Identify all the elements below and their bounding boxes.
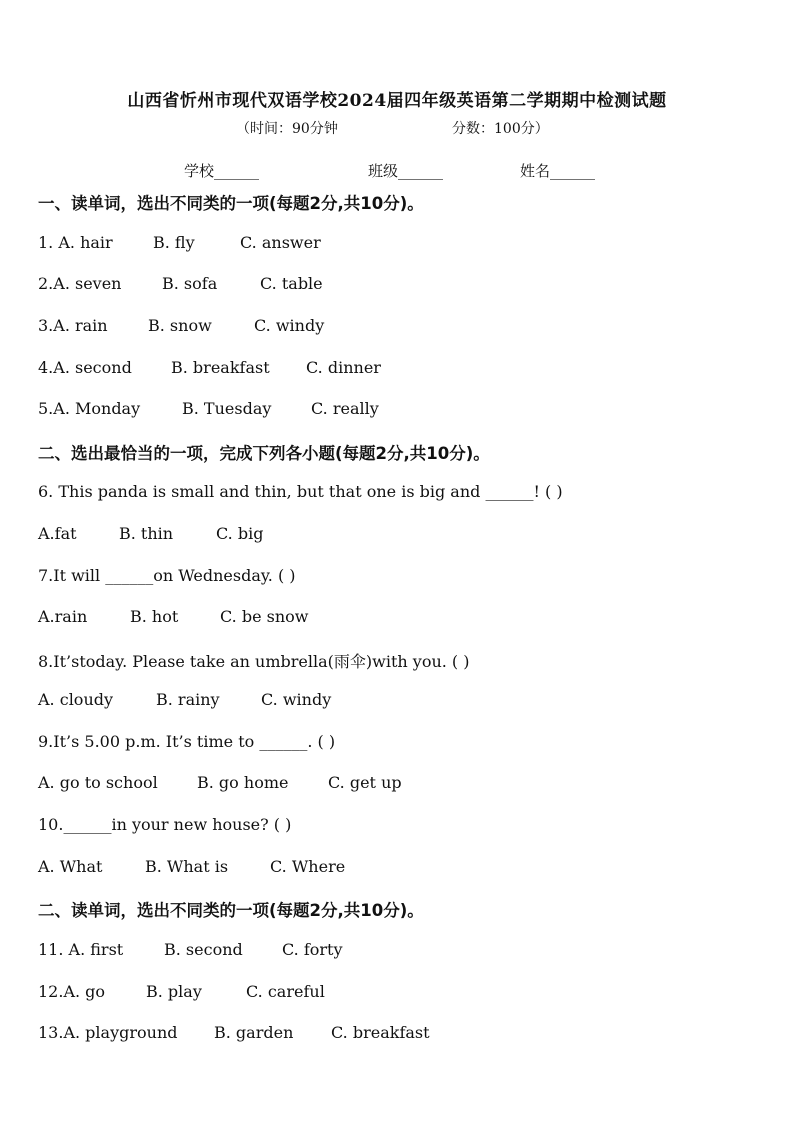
option-b: B. What is <box>145 857 229 876</box>
option-a: A. go to school <box>38 773 158 792</box>
option-c: C. really <box>311 399 379 418</box>
page-title: 山西省忻州市现代双语学校2024届四年级英语第二学期期中检测试题 <box>127 91 667 111</box>
option-c: C. big <box>216 524 264 543</box>
option-c: C. windy <box>254 316 325 335</box>
question-9-stem: 9.It’s 5.00 p.m. It’s time to ______. ( ) <box>38 732 336 751</box>
option-b: B. go home <box>197 773 289 792</box>
question-11 <box>38 940 343 959</box>
option-c: C. table <box>260 274 323 293</box>
question-7-stem: 7.It will ______on Wednesday. ( ) <box>38 566 296 585</box>
option-a: 13.A. playground <box>38 1023 178 1042</box>
option-b: B. hot <box>130 607 179 626</box>
option-c: C. careful <box>246 982 325 1001</box>
question-12 <box>38 982 325 1001</box>
section-heading: 二、读单词，选出不同类的一项(每题2分,共10分)。 <box>38 901 424 920</box>
question-8-stem: 8.It’stoday. Please take an umbrella(雨伞)with you. ( ) <box>38 652 470 671</box>
option-b: B. thin <box>119 524 174 543</box>
option-a: A.fat <box>38 524 77 543</box>
option-c: C. be snow <box>220 607 309 626</box>
question-2 <box>38 274 323 293</box>
option-b: B. Tuesday <box>182 399 272 418</box>
option-b: B. rainy <box>156 690 220 709</box>
question-6-stem: 6. This panda is small and thin, but that one is big and ______! ( ) <box>38 482 563 501</box>
option-c: C. Where <box>270 857 346 876</box>
option-c: C. forty <box>282 940 343 959</box>
school-field: 学校______ <box>184 162 260 180</box>
class-field: 班级______ <box>368 162 444 180</box>
question-7-options <box>38 607 308 626</box>
option-a: A. What <box>38 857 103 876</box>
option-b: B. sofa <box>162 274 218 293</box>
question-3 <box>38 316 324 335</box>
option-a: 5.A. Monday <box>38 399 141 418</box>
option-b: B. play <box>146 982 202 1001</box>
option-a: 1. A. hair <box>38 233 113 252</box>
option-c: C. windy <box>261 690 332 709</box>
name-field: 姓名______ <box>520 162 596 180</box>
question-1 <box>38 233 321 252</box>
question-13 <box>38 1023 430 1042</box>
section-heading: 一、读单词，选出不同类的一项(每题2分,共10分)。 <box>38 194 424 213</box>
question-8-options <box>38 690 331 709</box>
section-heading: 二、选出最恰当的一项，完成下列各小题(每题2分,共10分)。 <box>38 444 490 463</box>
option-a: A.rain <box>38 607 88 626</box>
question-5 <box>38 399 379 418</box>
option-c: C. breakfast <box>331 1023 430 1042</box>
option-c: C. get up <box>328 773 402 792</box>
exam-score: 分数：100分） <box>452 121 549 137</box>
option-a: 12.A. go <box>38 982 106 1001</box>
option-a: A. cloudy <box>38 690 114 709</box>
exam-time: （时间：90分钟 <box>236 121 338 137</box>
question-6-options <box>38 524 263 543</box>
question-4 <box>38 358 381 377</box>
option-c: C. answer <box>240 233 321 252</box>
option-a: 3.A. rain <box>38 316 108 335</box>
option-c: C. dinner <box>306 358 381 377</box>
option-b: B. snow <box>148 316 212 335</box>
option-b: B. breakfast <box>171 358 270 377</box>
option-b: B. garden <box>214 1023 294 1042</box>
option-a: 4.A. second <box>38 358 132 377</box>
question-10-stem: 10.______in your new house? ( ) <box>38 815 292 834</box>
option-b: B. second <box>164 940 243 959</box>
question-9-options <box>38 773 402 792</box>
option-a: 2.A. seven <box>38 274 122 293</box>
option-a: 11. A. first <box>38 940 124 959</box>
option-b: B. fly <box>153 233 195 252</box>
question-10-options <box>38 857 345 876</box>
